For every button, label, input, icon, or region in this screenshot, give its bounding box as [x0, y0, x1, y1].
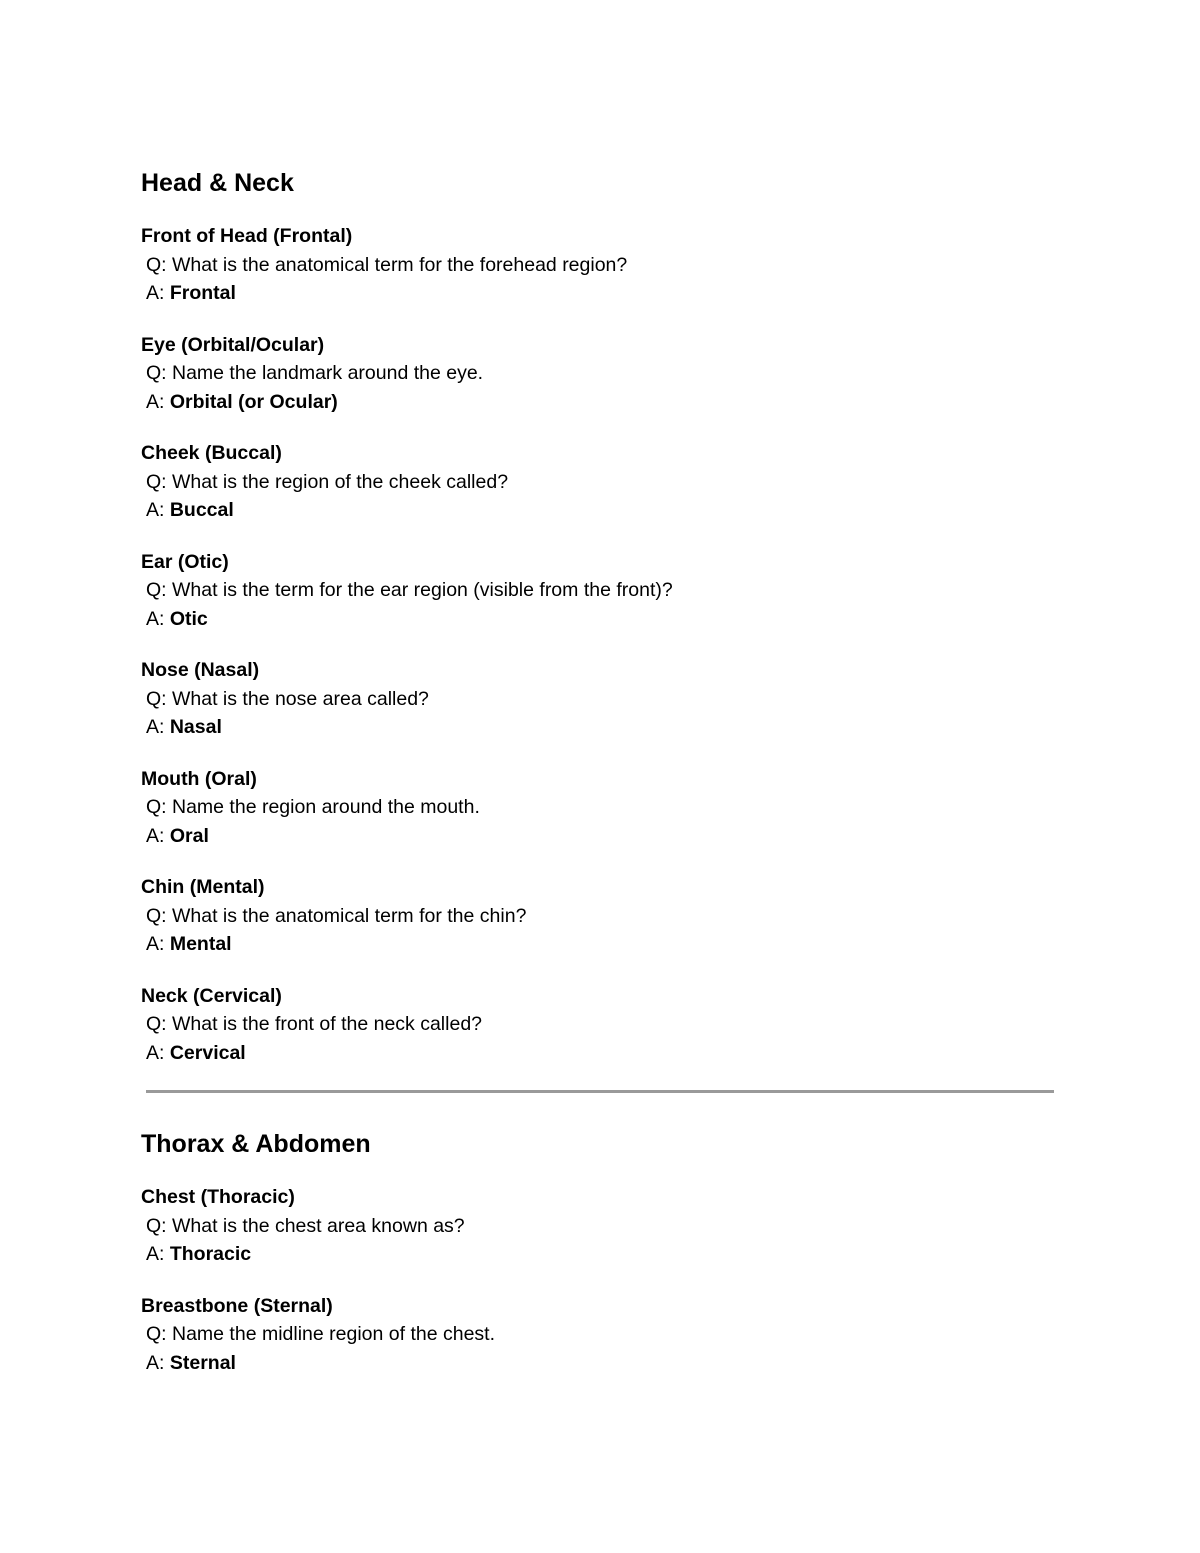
answer-prefix: A: [146, 390, 170, 413]
entry-thoracic [141, 1183, 1055, 1269]
entry-question: Q: What is the region of the cheek called? [146, 470, 509, 493]
entry-cervical [141, 982, 1055, 1068]
entry-oral [141, 765, 1055, 851]
entry-term: Chest (Thoracic) [141, 1186, 295, 1208]
section-entries-head-neck [141, 222, 1055, 1067]
entry-answer [141, 713, 1055, 742]
entry-term: Nose (Nasal) [141, 659, 260, 681]
entry-mental [141, 873, 1055, 959]
answer-prefix: A: [146, 282, 170, 304]
entry-answer [141, 1240, 1055, 1269]
entry-answer [141, 1039, 1055, 1068]
entry-answer [141, 930, 1055, 959]
section-title-head-neck: Head & Neck [141, 169, 294, 197]
answer-prefix: A: [146, 716, 170, 738]
answer-prefix: A: [146, 499, 170, 521]
entry-term: Front of Head (Frontal) [141, 225, 353, 247]
entry-question: Q: What is the anatomical term for the chin? [146, 904, 527, 927]
entry-otic [141, 548, 1055, 634]
entry-term: Breastbone (Sternal) [141, 1294, 333, 1317]
entry-frontal [141, 222, 1055, 308]
answer-value: Otic [169, 607, 208, 630]
answer-value: Mental [169, 933, 232, 955]
entry-answer [141, 388, 1055, 417]
entry-answer [141, 279, 1055, 308]
entry-term: Eye (Orbital/Ocular) [141, 333, 325, 356]
section-entries-thorax-abdomen [141, 1183, 1055, 1377]
answer-prefix: A: [146, 607, 170, 630]
entry-answer [141, 1349, 1055, 1378]
section-title-thorax-abdomen: Thorax & Abdomen [141, 1130, 371, 1158]
entry-question: Q: Name the landmark around the eye. [146, 362, 484, 384]
entry-sternal [141, 1292, 1055, 1378]
answer-prefix: A: [146, 824, 170, 847]
answer-value: Orbital (or Ocular) [169, 390, 338, 413]
entry-question: Q: What is the front of the neck called? [146, 1013, 483, 1035]
entry-question: Q: What is the term for the ear region (visible from the front)? [146, 579, 673, 601]
entry-answer [141, 822, 1055, 851]
entry-term: Neck (Cervical) [141, 984, 282, 1007]
answer-value: Frontal [169, 282, 236, 304]
entry-orbital [141, 331, 1055, 417]
answer-value: Cervical [169, 1041, 246, 1064]
document-page [141, 167, 1055, 1400]
entry-nasal [141, 656, 1055, 742]
answer-value: Thoracic [169, 1243, 252, 1265]
answer-value: Buccal [169, 499, 234, 521]
entry-answer [141, 605, 1055, 634]
entry-term: Ear (Otic) [141, 550, 229, 573]
answer-value: Nasal [169, 716, 222, 738]
entry-term: Chin (Mental) [141, 876, 265, 898]
entry-answer [141, 496, 1055, 525]
entry-term: Mouth (Oral) [141, 767, 257, 790]
answer-prefix: A: [146, 1041, 170, 1064]
entry-question: Q: Name the midline region of the chest. [146, 1323, 496, 1345]
answer-prefix: A: [146, 1243, 170, 1265]
section-divider [146, 1090, 1054, 1093]
answer-prefix: A: [146, 1351, 170, 1374]
entry-question: Q: What is the nose area called? [146, 687, 429, 710]
answer-prefix: A: [146, 933, 170, 955]
entry-question: Q: Name the region around the mouth. [146, 796, 480, 818]
entry-term: Cheek (Buccal) [141, 442, 282, 464]
entry-question: Q: What is the anatomical term for the forehead region? [146, 253, 628, 276]
answer-value: Oral [169, 824, 209, 847]
entry-question: Q: What is the chest area known as? [146, 1214, 465, 1237]
entry-buccal [141, 439, 1055, 525]
answer-value: Sternal [169, 1351, 236, 1374]
